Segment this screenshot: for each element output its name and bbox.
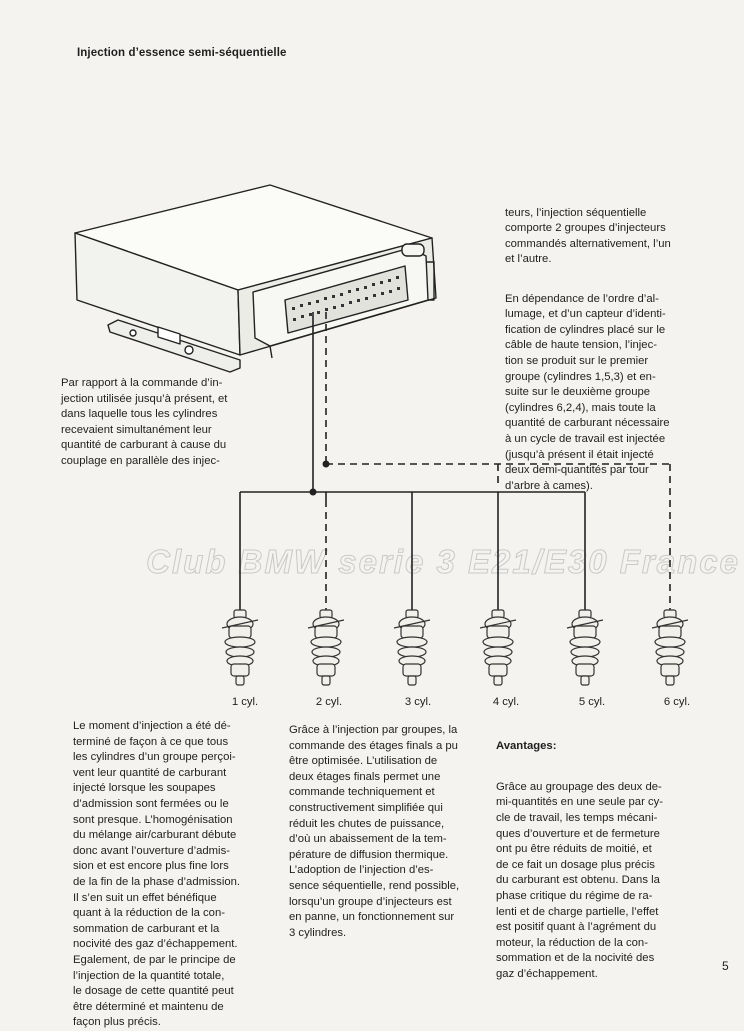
watermark: Club BMW serie 3 E21/E30 France bbox=[146, 543, 740, 580]
cylinder-label-4: 4 cyl. bbox=[492, 696, 520, 708]
cylinder-label-6: 6 cyl. bbox=[663, 696, 691, 708]
text-column-2: Grâce à l’injection par groupes, la commande des étages finals a pu être optimisée. L’utilisation de deux étages finals permet une commande techniquement et constructivement simplifiée qui réduit les chutes de puissance, d’où un abaissement de la tem- pérature de diffusion thermique. L’adoption de l’injection d’es- sence séquentielle, rend possible, lorsqu’un groupe d’injecteurs est en panne, un fonctionnement sur 3 cylindres. bbox=[289, 724, 460, 939]
cylinder-label-3: 3 cyl. bbox=[404, 696, 432, 708]
text-block-right-top bbox=[505, 190, 720, 518]
fuel-injector-icon bbox=[567, 610, 603, 685]
junction-dot-2 bbox=[323, 461, 330, 468]
cylinder-label-1: 1 cyl. bbox=[231, 696, 259, 708]
cylinder-label-2: 2 cyl. bbox=[315, 696, 343, 708]
page-number: 5 bbox=[722, 959, 729, 973]
paragraph: Grâce au groupage des deux de- mi-quantités en une seule par cy- cle de travail, les temps mécani- ques d’ouverture et de fermeture ont pu être réduits de moitié, et de ce fait un dosage plus précis du carburant est obtenu. Dans la phase critique du régime de ra- lenti et de charge partielle, l’effet est positif quant à l’agrément du moteur, la réduction de la con- sommation et de la nocivité des gaz d’échappement. bbox=[496, 780, 664, 980]
junction-dot bbox=[310, 489, 317, 496]
fuel-injector-icon bbox=[480, 610, 516, 685]
text-column-1: Le moment d’injection a été dé- terminé de façon à ce que tous les cylindres d’un groupe perçoi- vent leur quantité de carburant injecté lorsque les soupapes d’admission sont fermées ou le sont presque. L’homogénisation du mélange air/carburant débute donc avant l’ouverture d’admis- sion et est encore plus fine lors de la fin de la phase d’admission. Il s’en suit un effet bénéfique quant à la réduction de la con- sommation de carburant et la nocivité des gaz d’échappement. Egalement, de par le principe de l’injection de la quantité totale, le dosage de cette quantité peut être déterminé et maintenu de façon plus précis. bbox=[73, 720, 241, 1029]
cylinder-label-5: 5 cyl. bbox=[578, 696, 606, 708]
text-column-3 bbox=[496, 723, 711, 998]
section-heading: Avantages: bbox=[496, 739, 557, 752]
fuel-injector-icon bbox=[222, 610, 258, 685]
ecu-control-unit bbox=[75, 185, 436, 372]
fuel-injector-icon bbox=[394, 610, 430, 685]
paragraph: En dépendance de l’ordre d’al- lumage, et d’un capteur d’identi- fication de cylindres placé sur le câble de haute tension, l’injec- tion se produit sur le premier groupe (cylindres 1,5,3) et en- suite sur le deuxième groupe (cylindres 6,2,4), mais toute la quantité de carburant nécessaire à un cycle de travail est injectée (jusqu’à présent il était injecté deux demi-quantités par tour d’arbre à cames). bbox=[505, 292, 670, 492]
text-block-left-mid: Par rapport à la commande d’in- jection utilisée jusqu’à présent, et dans laquelle tous les cylindres recevaient simultanément leur quantité de carburant à cause du couplage en parallèle des injec- bbox=[61, 377, 228, 467]
page-title: Injection d’essence semi-séquentielle bbox=[77, 47, 287, 59]
fuel-injector-icon bbox=[308, 610, 344, 685]
paragraph: teurs, l’injection séquentielle comporte 2 groupes d’injecteurs commandés alternativement, l’un et l’autre. bbox=[505, 206, 671, 266]
fuel-injector-icon bbox=[652, 610, 688, 685]
